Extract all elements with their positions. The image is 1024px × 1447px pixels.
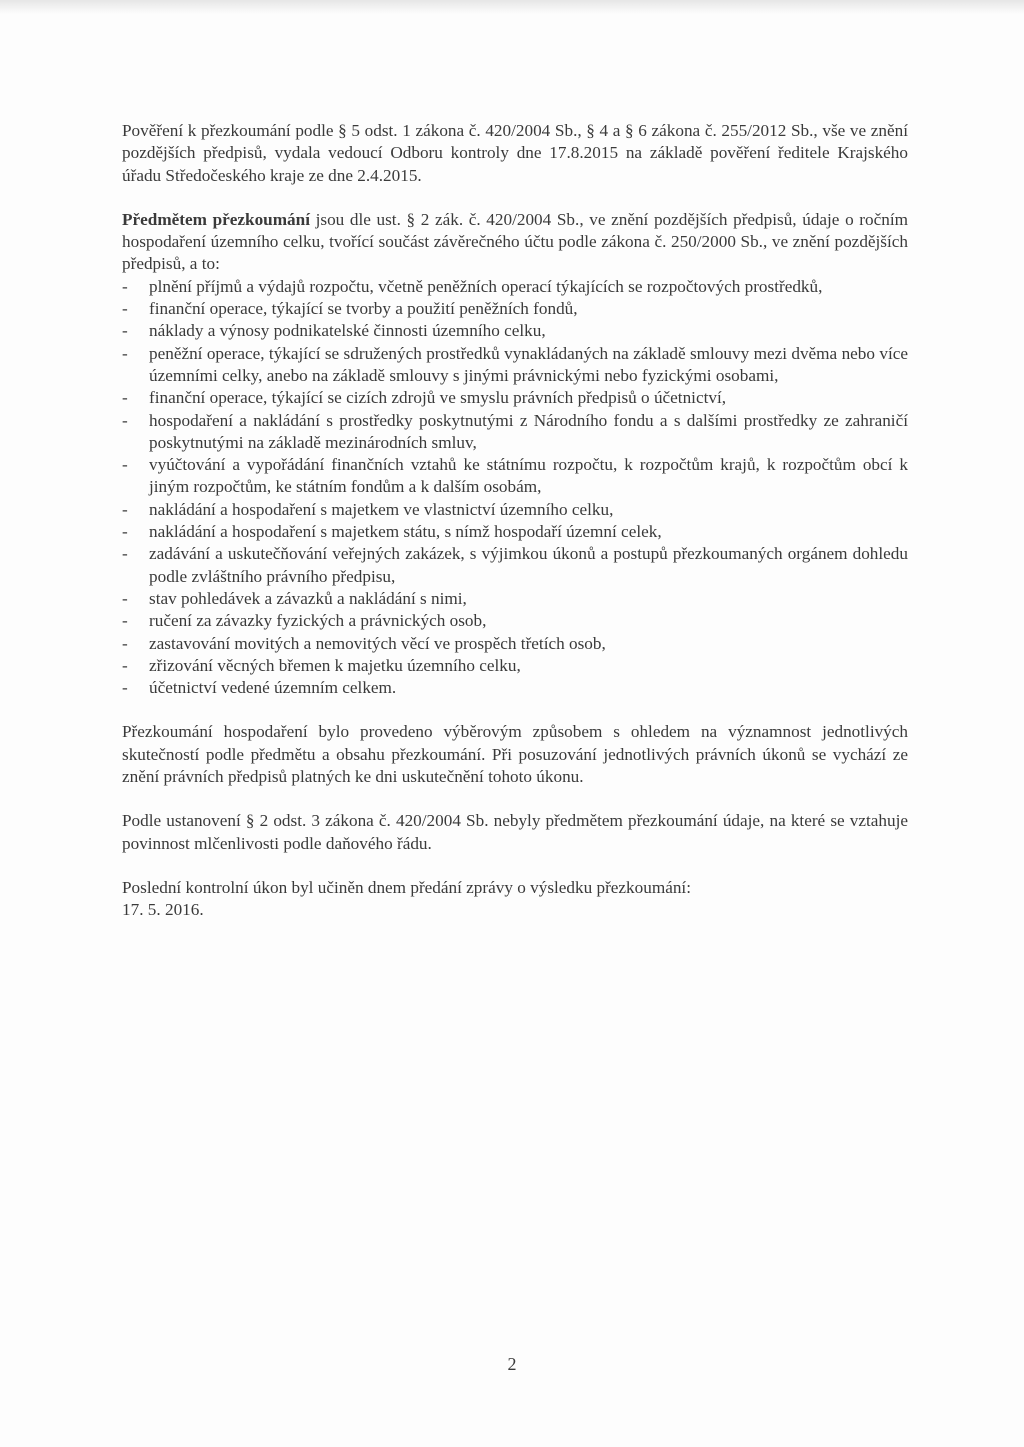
list-dash: - xyxy=(122,588,128,608)
last-check-date: 17. 5. 2016. xyxy=(122,900,204,920)
list-item: - finanční operace, týkající se cizích zdrojů ve smyslu právních předpisů o účetnictví, xyxy=(122,387,908,409)
list-dash: - xyxy=(122,678,128,698)
list-item: - účetnictví vedené územním celkem. xyxy=(122,677,908,699)
list-item: - hospodaření a nakládání s prostředky poskytnutými z Národního fondu a s dalšími prostředky ze zahraničí poskytnutými na základě mezinárodních smluv, xyxy=(122,410,908,452)
list-item: - nakládání a hospodaření s majetkem státu, s nímž hospodaří územní celek, xyxy=(122,521,908,543)
list-dash: - xyxy=(122,276,128,296)
confidentiality-paragraph: Podle ustanovení § 2 odst. 3 zákona č. 420/2004 Sb. nebyly předmětem přezkoumání údaje, na které se vztahuje povinnost mlčenlivosti podle daňového řádu. xyxy=(122,811,908,853)
last-check-label: Poslední kontrolní úkon byl učiněn dnem předání zprávy o výsledku přezkoumání: xyxy=(122,877,691,897)
list-dash: - xyxy=(122,522,128,542)
list-item: - stav pohledávek a závazků a nakládání s nimi, xyxy=(122,588,908,610)
list-dash: - xyxy=(122,410,128,430)
list-item: - plnění příjmů a výdajů rozpočtu, včetně peněžních operací týkajících se rozpočtových prostředků, xyxy=(122,276,908,298)
list-item: - ručení za závazky fyzických a právnických osob, xyxy=(122,610,908,632)
list-item: - vyúčtování a vypořádání finančních vztahů ke státnímu rozpočtu, k rozpočtům krajů, k rozpočtům obcí k jiným rozpočtům, ke státním fondům a k dalším osobám, xyxy=(122,455,908,497)
subject-text: jsou dle ust. § 2 zák. č. 420/2004 Sb., ve znění pozdějších předpisů, údaje o ročním hospodaření územního celku, tvořící součást závěrečného účtu podle zákona č. 250/2000 Sb., ve znění pozdějších předpisů, a to: xyxy=(122,209,908,274)
list-dash: - xyxy=(122,321,128,341)
subject-paragraph xyxy=(122,209,908,276)
list-item: - zastavování movitých a nemovitých věcí ve prospěch třetích osob, xyxy=(122,633,908,655)
list-dash: - xyxy=(122,611,128,631)
list-item: - zadávání a uskutečňování veřejných zakázek, s výjimkou úkonů a postupů přezkoumaných orgánem dohledu podle zvláštního právního předpisu, xyxy=(122,544,908,586)
review-items-list xyxy=(122,276,908,700)
list-item: - zřizování věcných břemen k majetku územního celku, xyxy=(122,655,908,677)
list-dash: - xyxy=(122,299,128,319)
method-paragraph: Přezkoumání hospodaření bylo provedeno výběrovým způsobem s ohledem na významnost jednotlivých skutečností podle předmětu a obsahu přezkoumání. Při posuzování jednotlivých právních úkonů se vychází ze znění právních předpisů platných ke dni uskutečnění tohoto úkonu. xyxy=(122,722,908,787)
list-dash: - xyxy=(122,499,128,519)
document-body xyxy=(122,120,908,922)
list-dash: - xyxy=(122,655,128,675)
page-number: 2 xyxy=(507,1354,517,1374)
list-item: - nakládání a hospodaření s majetkem ve vlastnictví územního celku, xyxy=(122,499,908,521)
list-item: - peněžní operace, týkající se sdružených prostředků vynakládaných na základě smlouvy mezi dvěma nebo více územními celky, anebo na základě smlouvy s jinými právnickými nebo fyzickými osobami, xyxy=(122,343,908,385)
list-dash: - xyxy=(122,633,128,653)
scan-top-edge xyxy=(0,0,1024,14)
list-dash: - xyxy=(122,343,128,363)
list-dash: - xyxy=(122,544,128,564)
list-item: - finanční operace, týkající se tvorby a použití peněžních fondů, xyxy=(122,298,908,320)
list-dash: - xyxy=(122,455,128,475)
list-dash: - xyxy=(122,388,128,408)
subject-heading: Předmětem přezkoumání xyxy=(122,209,310,229)
intro-paragraph: Pověření k přezkoumání podle § 5 odst. 1 zákona č. 420/2004 Sb., § 4 a § 6 zákona č. 255/2012 Sb., vše ve znění pozdějších předpisů, vydala vedoucí Odboru kontroly dne 17.8.2015 na základě pověření ředitele Krajského úřadu Středočeského kraje ze dne 2.4.2015. xyxy=(122,121,908,185)
list-item: - náklady a výnosy podnikatelské činnosti územního celku, xyxy=(122,320,908,342)
